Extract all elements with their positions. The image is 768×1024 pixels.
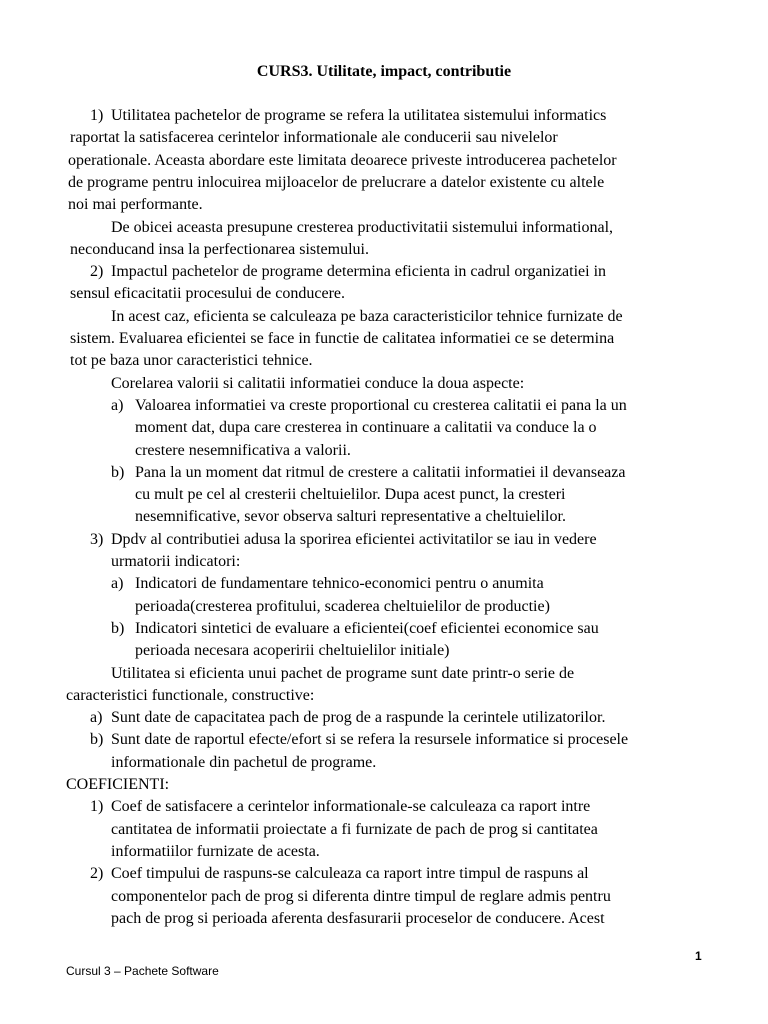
text-line: componentelor pach de prog si diferenta dintre timpul de reglare admis pentru [111,887,611,905]
text-line: Sunt date de raportul efecte/efort si se refera la resursele informatice si procesele [111,731,629,749]
list-marker: 2) [90,865,104,883]
text-line: Sunt date de capacitatea pach de prog de a raspunde la cerintele utilizatorilor. [111,709,606,727]
text-line: informationale din pachetul de programe. [111,753,377,771]
text-line: Dpdv al contributiei adusa la sporirea eficientei activitatilor se iau in vedere [111,530,597,548]
text-line: caracteristici functionale, constructive: [66,686,315,704]
page-number: 1 [695,949,702,963]
text-line: COEFICIENTI: [66,776,170,793]
text-line: operationale. Aceasta abordare este limitata deoarece priveste introducerea pachetelor [68,151,617,169]
text-line: cu mult pe cel al cresterii cheltuielilor. Dupa acest punct, la cresteri [135,486,566,504]
list-marker: b) [111,463,125,481]
text-line: perioada necesara acoperirii cheltuielilor initiale) [135,642,450,660]
text-line: de programe pentru inlocuirea mijloacelor de prelucrare a datelor existente cu altele [68,173,605,191]
text-line: De obicei aceasta presupune cresterea productivitatii sistemului informational, [111,218,614,236]
text-line: moment dat, dupa care cresterea in continuare a calitatii va conduce la o [135,419,597,437]
text-line: urmatorii indicatori: [111,553,241,570]
list-marker: 3) [90,530,104,548]
list-marker: b) [111,619,125,637]
text-line: Coef timpului de raspuns-se calculeaza ca raport intre timpul de raspuns al [111,865,589,883]
list-marker: a) [111,396,124,414]
text-line: tot pe baza unor caracteristici tehnice. [70,352,313,370]
text-line: Impactul pachetelor de programe determina eficienta in cadrul organizatiei in [111,263,607,281]
text-line: neconducand insa la perfectionarea sistemului. [70,240,369,258]
list-marker: b) [90,731,104,749]
list-marker: a) [111,575,124,593]
footer-course-label: Cursul 3 – Pachete Software [66,964,219,978]
text-line: In acest caz, eficienta se calculeaza pe baza caracteristicilor tehnice furnizate de [111,307,623,325]
list-marker: 1) [90,798,104,816]
text-line: crestere nesemnificativa a valorii. [135,441,351,459]
text-line: pach de prog si perioada aferenta desfasurarii proceselor de conducere. Acest [111,909,605,927]
text-line: sistem. Evaluarea eficientei se face in functie de calitatea informatiei ce se determina [70,330,615,347]
text-line: Coef de satisfacere a cerintelor informationale-se calculeaza ca raport intre [111,798,591,816]
text-line: Utilitatea pachetelor de programe se refera la utilitatea sistemului informatics [111,107,607,124]
text-line: raportat la satisfacerea cerintelor informationale ale conducerii sau nivelelor [70,129,558,147]
text-line: Corelarea valorii si calitatii informatiei conduce la doua aspecte: [111,374,525,392]
text-line: Utilitatea si eficienta unui pachet de programe sunt date printr-o serie de [111,664,575,682]
text-line: Indicatori de fundamentare tehnico-economici pentru o anumita [135,575,544,593]
text-line: Pana la un moment dat ritmul de crestere a calitatii informatiei il devanseaza [135,463,626,481]
page-title: CURS3. Utilitate, impact, contributie [256,63,512,80]
text-line: noi mai performante. [68,196,203,214]
text-line: informatiilor furnizate de acesta. [111,842,320,860]
text-line: sensul eficacitatii procesului de conducere. [70,285,345,303]
text-line: Valoarea informatiei va creste proportional cu cresterea calitatii ei pana la un [135,396,627,414]
list-marker: a) [90,709,103,727]
text-line: nesemnificative, sevor observa salturi representative a cheltuielilor. [135,508,566,526]
text-line: cantitatea de informatii proiectate a fi furnizate de pach de prog si cantitatea [111,820,598,838]
list-marker: 2) [90,263,104,281]
text-line: Indicatori sintetici de evaluare a eficientei(coef eficientei economice sau [135,619,599,637]
list-marker: 1) [90,107,104,124]
text-line: perioada(cresterea profitului, scaderea cheltuielilor de productie) [135,597,550,615]
